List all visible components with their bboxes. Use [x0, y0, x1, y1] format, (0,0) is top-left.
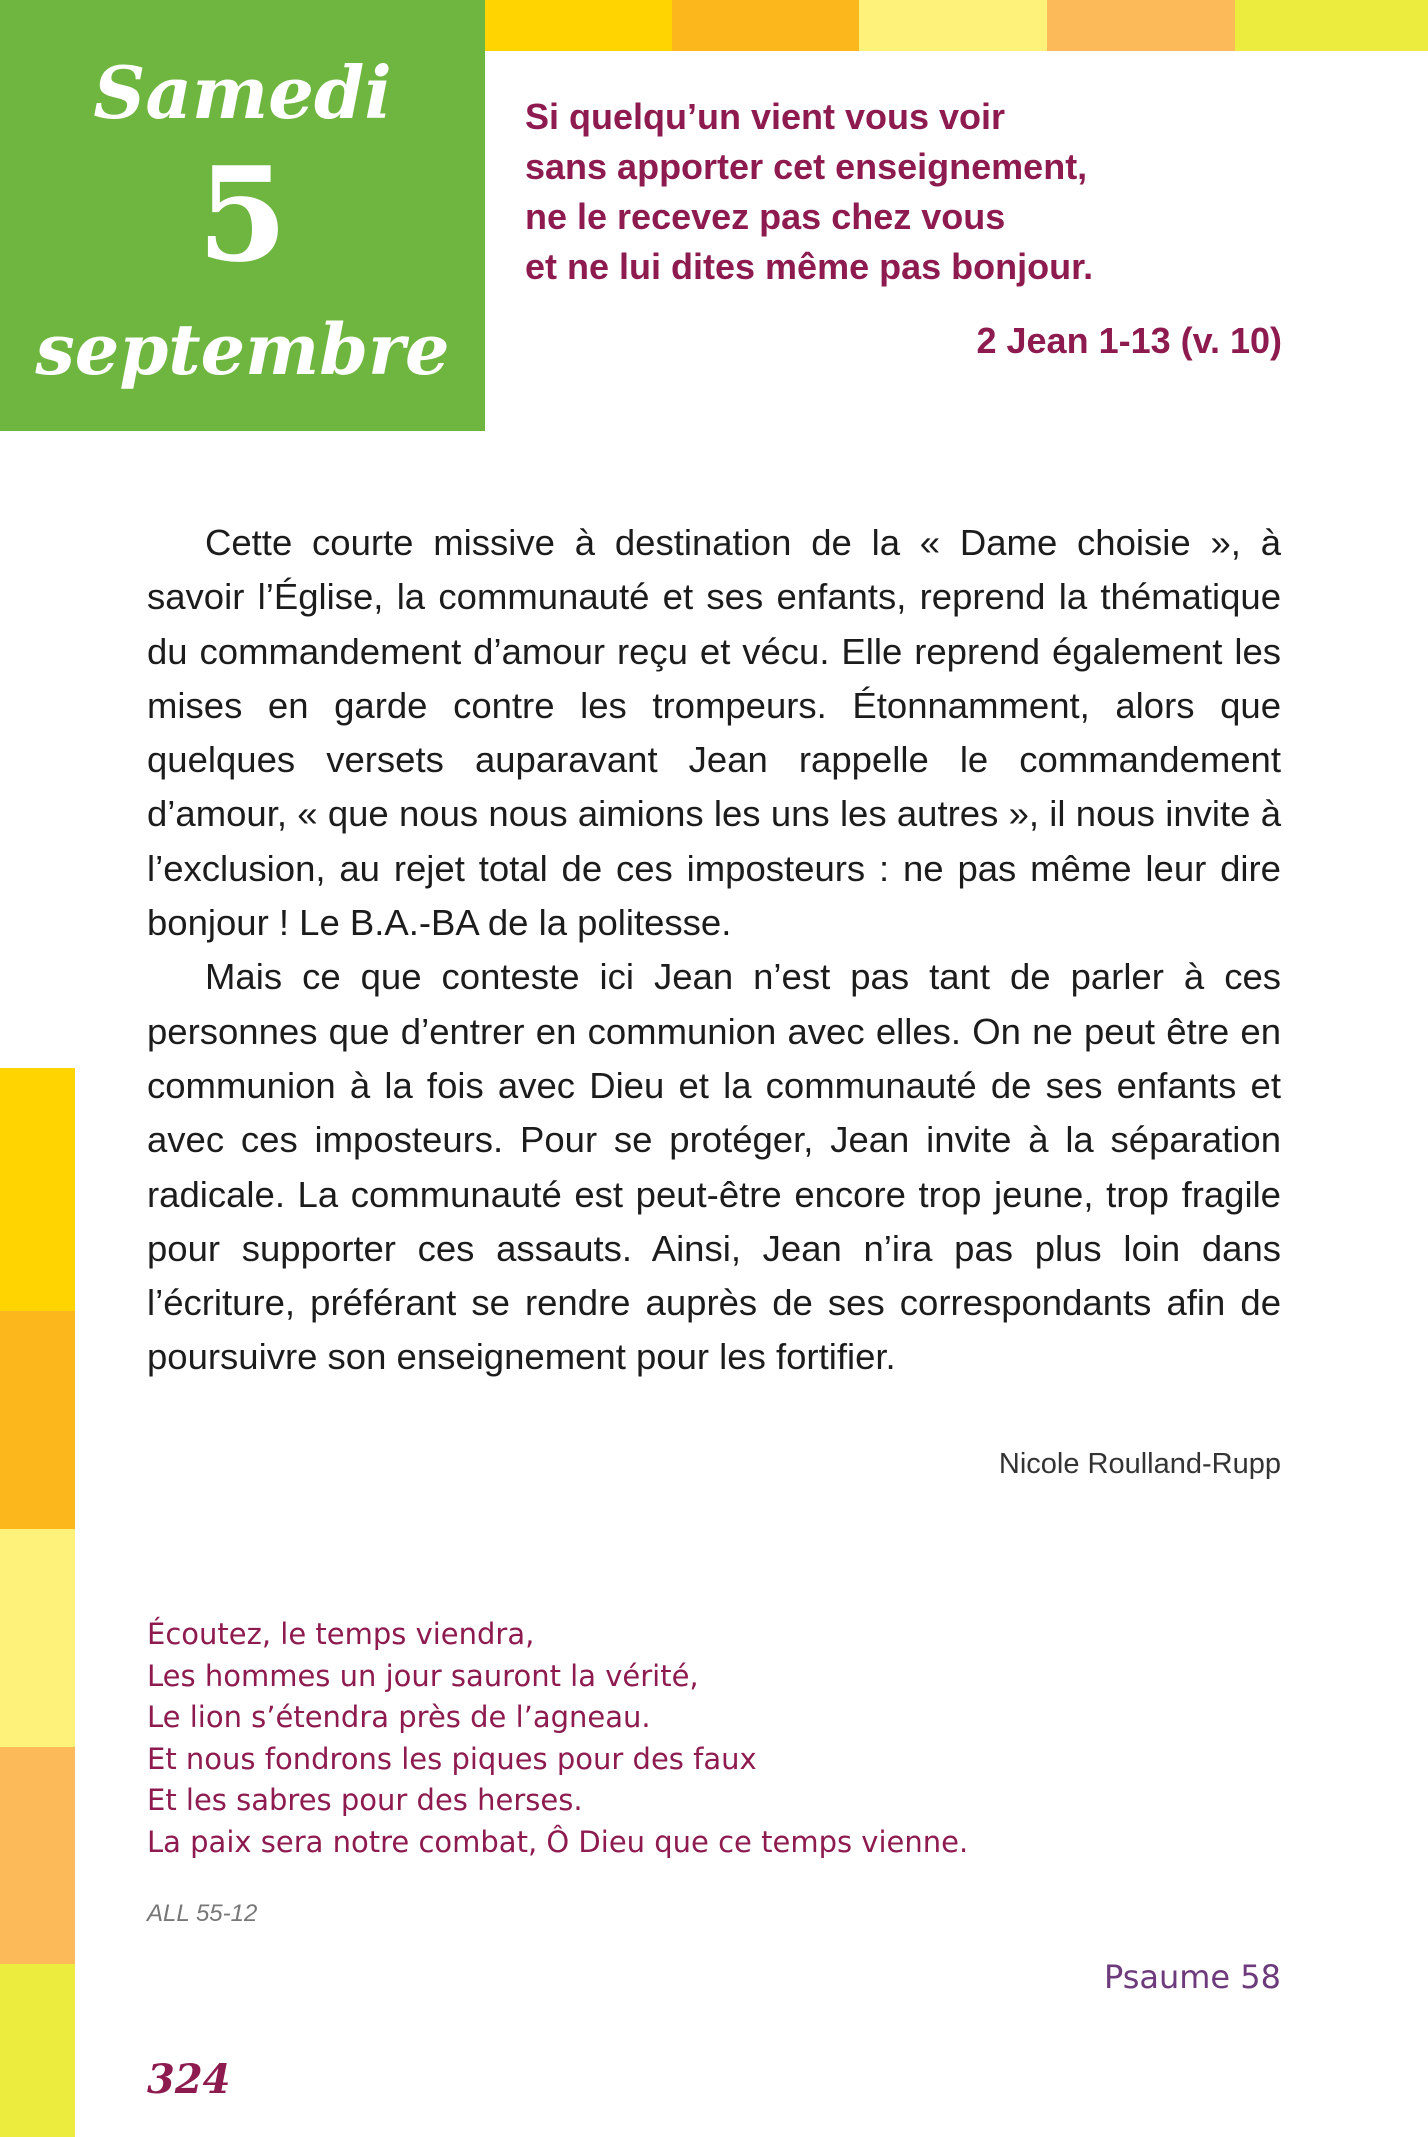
verse-reference: 2 Jean 1-13 (v. 10) [976, 320, 1282, 361]
paragraph: Mais ce que conteste ici Jean n’est pas tant de parler à ces personnes que d’entrer en communion avec elles. On ne peut être en communion à la fois avec Dieu et la communauté de ses enfants et avec ces imposteurs. Pour se protéger, Jean invite à la séparation radicale. La communauté est peut-être encore trop jeune, trop fragile pour supporter ces assauts. Ainsi, Jean n’ira pas plus loin dans l’écriture, préférant se rendre auprès de ses correspondants afin de poursuivre son enseignement pour les fortifier. [147, 956, 1281, 1378]
top-color-stripes [485, 0, 1428, 51]
bible-verse [525, 92, 1285, 292]
poem-line: Les hommes un jour sauront la vérité, [147, 1658, 699, 1693]
verse-line: sans apporter cet enseignement, [525, 146, 1088, 187]
left-stripe [0, 1747, 75, 1964]
poem [147, 1614, 1147, 1864]
left-color-stripes [0, 1068, 75, 2137]
top-stripe [859, 0, 1047, 51]
poem-line: Le lion s’étendra près de l’agneau. [147, 1700, 651, 1735]
date-day: Samedi [93, 50, 392, 135]
left-stripe [0, 1311, 75, 1529]
left-stripe [0, 1529, 75, 1747]
verse-line: ne le recevez pas chez vous [525, 196, 1006, 237]
poem-line: Et les sabres pour des herses. [147, 1783, 583, 1818]
top-stripe [1047, 0, 1235, 51]
top-stripe [1235, 0, 1428, 51]
top-stripe [485, 0, 672, 51]
author: Nicole Roulland-Rupp [998, 1448, 1281, 1480]
poem-line: La paix sera notre combat, Ô Dieu que ce temps vienne. [147, 1824, 969, 1859]
poem-reference: ALL 55-12 [147, 1900, 258, 1927]
date-month: septembre [35, 308, 450, 391]
date-number: 5 [197, 138, 288, 291]
page-number: 324 [147, 2056, 231, 2103]
top-stripe [672, 0, 859, 51]
left-stripe [0, 1964, 75, 2137]
poem-line: Écoutez, le temps viendra, [147, 1617, 535, 1651]
left-stripe [0, 1068, 75, 1311]
verse-line: Si quelqu’un vient vous voir [525, 96, 1006, 137]
date-box [0, 0, 485, 431]
poem-line: Et nous fondrons les piques pour des faux [147, 1741, 757, 1776]
psalm-reference: Psaume 58 [1103, 1958, 1281, 1996]
paragraph: Cette courte missive à destination de la « Dame choisie », à savoir l’Église, la communauté et ses enfants, reprend la thématique du commandement d’amour reçu et vécu. Elle reprend également les mises en garde contre les trompeurs. Étonnamment, alors que quelques versets auparavant Jean rappelle le commandement d’amour, « que nous nous aimions les uns les autres », il nous invite à l’exclusion, au rejet total de ces imposteurs : ne pas même leur dire bonjour ! Le B.A.-BA de la politesse. [147, 522, 1281, 944]
meditation-text [147, 516, 1281, 1385]
verse-line: et ne lui dites même pas bonjour. [525, 246, 1094, 287]
